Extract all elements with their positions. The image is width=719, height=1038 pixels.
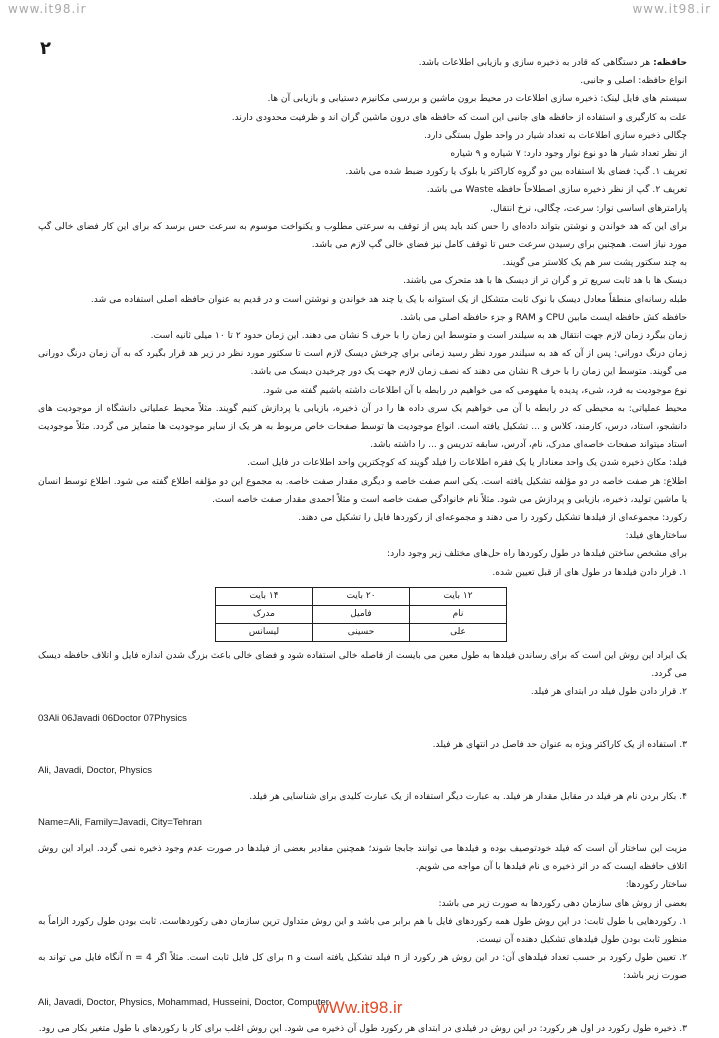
paragraph <box>38 876 687 894</box>
table-cell: مدرک <box>216 605 313 623</box>
table-cell: نام <box>410 605 507 623</box>
fixed-length-table <box>215 587 507 642</box>
paragraph <box>38 564 687 582</box>
footer-website: wWw.it98.ir <box>316 998 403 1017</box>
paragraph-text: زمان بیگرد زمان لازم جهت انتقال هد به سیلندر است و متوسط این زمان را با حرف S نشان می دهند. این زمان حدود ۲ تا ۱۰ میلی ثانیه است. <box>150 331 687 342</box>
paragraph-text: به چند سکتور پشت سر هم یک کلاستر می گویند. <box>502 258 687 269</box>
table-cell: لیسانس <box>216 623 313 641</box>
paragraph <box>38 72 687 90</box>
paragraph <box>38 254 687 272</box>
paragraph-text: نوع موجودیت به فرد، شیء، پدیده یا مفهومی که می خواهیم در رابطه با آن اطلاعات داشته باشیم گفته می شود. <box>262 385 687 396</box>
paragraph-text: ۲. تعیین طول رکورد بر حسب تعداد فیلدهای آن: در این روش هر رکورد از n فیلد تشکیل یافته است و n برای کل فایل ثابت است. مثلاً اگر n = 4 آنگاه فایل می تواند به صورت زیر باشد: <box>38 953 687 982</box>
paragraph <box>38 345 687 381</box>
paragraph-text: فیلد: مکان ذخیره شدن یک واحد معنادار یا یک فقره اطلاعات را فیلد گویند که کوچکترین واحد اطلاعات در فایل است. <box>247 458 687 469</box>
paragraph <box>38 291 687 309</box>
watermark-top-right: www.it98.ir <box>632 2 711 16</box>
paragraph <box>38 200 687 218</box>
paragraph <box>38 840 687 876</box>
paragraph-text: علت به کارگیری و استفاده از حافظه های جانبی این است که حافظه های درون ماشین گران اند و ظرفیت محدودی دارند. <box>231 112 687 123</box>
table-header-cell: ۱۴ بایت <box>216 587 313 605</box>
paragraph-text: یک ایراد این روش این است که برای رساندن فیلدها به طول معین می بایست از فاصله خالی استفاده شود و فضای خالی باعث بزرگ شدن اندازه فایل و اتلاف حافظه دیسک می گردد. <box>38 650 687 680</box>
document-body <box>38 54 687 1038</box>
paragraph <box>38 127 687 145</box>
paragraph <box>38 895 687 913</box>
paragraph-group-5 <box>38 840 687 986</box>
paragraph-text: محیط عملیاتی: به محیطی که در رابطه با آن می خواهیم یک سری داده ها را در آن ذخیره، بازیابی یا پردازش کنیم گویند. مثلاً محیط عملیاتی دانشگاه از موجودیت های دانشجو، استاد، درس، کارمند، کلاس و ... تشکیل یافته است. انواع موجودیت ها توسط صفحات خاص مربوط به هر یک از سایر موجودیت ها متمایز می گردد. مثلاً موجودیت استاد میتواند صفحات خاصه‌ای مدرک، نام، آدرس، سابقه تدریس و ... را داشته باشد. <box>38 403 687 451</box>
paragraph-text: رکورد: مجموعه‌ای از فیلدها تشکیل رکورد را می دهند و مجموعه‌ای از رکوردها فایل را تشکیل می دهند. <box>298 513 687 524</box>
paragraph <box>38 454 687 472</box>
paragraph <box>38 109 687 127</box>
table-cell: علی <box>410 623 507 641</box>
paragraph <box>38 949 687 985</box>
paragraph <box>38 327 687 345</box>
example-length-prefixed: 03Ali 06Javadi 06Doctor 07Physics <box>38 712 187 724</box>
table-row <box>216 605 507 623</box>
paragraph-text: ۲. قرار دادن طول فیلد در ابتدای هر فیلد. <box>530 687 687 698</box>
paragraph <box>38 218 687 254</box>
table-row <box>216 623 507 641</box>
paragraph-text: اطلاع: هر صفت خاصه در دو مؤلفه تشکیل یافته است. یکی اسم صفت خاصه و دیگری مقدار صفت خاصه. به مجموع این دو مؤلفه اطلاع گفته می شود. اطلاع توسط انسان یا ماشین تولید، ذخیره، بازیابی و پردازش می شود. مثلاً نام خانوادگی صفت خاصه است و مثلاً احمدی مقدار صفت خاصه است. <box>38 476 687 505</box>
paragraph <box>38 90 687 108</box>
table-header-cell: ۲۰ بایت <box>313 587 410 605</box>
table-header-row <box>216 587 507 605</box>
paragraph-text: برای مشخص ساختن فیلدها در طول رکوردها راه حل‌های مختلف زیر وجود دارد: <box>387 549 687 560</box>
paragraph-text: طبله رسانه‌ای منطقاً معادل دیسک با نوک ثابت متشکل از یک استوانه با یک یا چند هد خواندن و نوشتن است و در قدیم به عنوان حافظه اصلی استفاده می شد. <box>90 294 687 305</box>
paragraph-text: چگالی ذخیره سازی اطلاعات به تعداد شیار در واحد طول بستگی دارد. <box>424 130 687 141</box>
paragraph-text: هر دستگاهی که قادر به ذخیره سازی و بازیابی اطلاعات باشد. <box>418 58 654 68</box>
example-fixed-fields: Ali, Javadi, Doctor, Physics, Mohammad, Husseini, Doctor, Computer <box>38 996 329 1008</box>
paragraph-text: پارامترهای اساسی نوار: سرعت، چگالی، نرخ انتقال. <box>490 203 687 214</box>
paragraph-text: حافظه کش حافظه ایست مابین CPU و RAM و جزء حافظه اصلی می باشد. <box>400 312 687 323</box>
paragraph-group-1 <box>38 54 687 582</box>
table-cell: فامیل <box>313 605 410 623</box>
paragraph-text: تعریف ۱. گپ: فضای بلا استفاده بین دو گروه کاراکتر یا بلوک یا رکورد ضبط شده می باشد. <box>345 167 687 178</box>
table-cell: حسینی <box>313 623 410 641</box>
table-header-cell: ۱۲ بایت <box>410 587 507 605</box>
paragraph <box>38 163 687 181</box>
paragraph <box>38 309 687 327</box>
paragraph-text: بعضی از روش های سازمان دهی رکوردها به صورت زیر می باشد: <box>438 898 687 909</box>
paragraph-text: مزیت این ساختار آن است که فیلد خودتوصیف بوده و فیلدها می توانند جابجا شوند؛ همچنین مقادیر بعضی از فیلدها در صورت عدم وجود ذخیره نمی گردد. ایراد این روش اتلاف حافظه ایست که در اثر ذخیره ی نام فیلدها با آن مواجه می شویم. <box>38 843 687 873</box>
paragraph-text: ۱. رکوردهایی با طول ثابت: در این روش طول همه رکوردهای فایل با هم برابر می باشد و این روش متداول ترین سازمان دهی رکوردهاست. ثابت بودن طول رکورد الزاماً به منظور ثابت بودن طول فیلدهای تشکیل دهنده آن نیست. <box>38 916 687 945</box>
paragraph <box>38 509 687 527</box>
paragraph-group-2 <box>38 647 687 702</box>
paragraph-text: ساختارهای فیلد: <box>625 531 687 542</box>
paragraph <box>38 145 687 163</box>
paragraph-text: ۱. قرار دادن فیلدها در طول های از قبل تعیین شده. <box>492 567 687 578</box>
paragraph: ۳. ذخیره طول رکورد در اول هر رکورد: در این روش در فیلدی در ابتدای هر رکورد طول آن ذخیره می شود. این روش اغلب برای کار با رکوردهای با طول متغیر بکار می رود. <box>38 1023 687 1034</box>
paragraph <box>38 913 687 949</box>
paragraph-text: سیستم های فایل لینک: ذخیره سازی اطلاعات در محیط برون ماشین و بررسی مکانیزم دستیابی و بازیابی آن ها. <box>267 94 687 105</box>
page-number: ۲ <box>40 38 51 59</box>
paragraph <box>38 382 687 400</box>
example-keyword: Name=Ali, Family=Javadi, City=Tehran <box>38 816 202 828</box>
paragraph <box>38 683 687 701</box>
paragraph <box>38 473 687 509</box>
paragraph <box>38 647 687 683</box>
paragraph-text: انواع حافظه: اصلی و جانبی. <box>580 76 687 87</box>
paragraph <box>38 545 687 563</box>
paragraph-text: تعریف ۲. گپ از نظر ذخیره سازی اصطلاحاً حافظه Waste می باشد. <box>426 185 687 196</box>
paragraph <box>38 54 687 72</box>
paragraph <box>38 400 687 455</box>
paragraph-text: برای این که هد خواندن و نوشتن بتواند داده‌ای را حس کند باید پس از توقف به سرعتی مطلوب و یکنواخت موسوم به سرعت حس برسد که برای این کار فضای خالی گپ مورد نیاز است. همچنین برای رسیدن سرعت حس تا توقف کامل نیز فضای خالی گپ لازم می باشد. <box>38 221 687 251</box>
watermark-top-left: www.it98.ir <box>8 2 87 16</box>
paragraph-text: ساختار رکوردها: <box>625 880 687 891</box>
example-delimited: Ali, Javadi, Doctor, Physics <box>38 764 153 776</box>
paragraph-text: از نظر تعداد شیار ها دو نوع نوار وجود دارد: ۷ شیاره و ۹ شیاره <box>450 149 687 160</box>
paragraph <box>38 181 687 199</box>
paragraph: ۳. استفاده از یک کاراکتر ویژه به عنوان حد فاصل در انتهای هر فیلد. <box>432 739 687 750</box>
paragraph <box>38 527 687 545</box>
term-label: حافظه: <box>653 58 687 68</box>
paragraph <box>38 272 687 290</box>
paragraph: ۴. بکار بردن نام هر فیلد در مقابل مقدار هر فیلد. به عبارت دیگر استفاده از یک عبارت کلیدی برای شناسایی هر فیلد. <box>249 791 687 802</box>
paragraph-text: دیسک ها با هد ثابت سریع تر و گران تر از دیسک ها با هد متحرک می باشند. <box>403 276 687 287</box>
paragraph-text: زمان درنگ دورانی: پس از آن که هد به سیلندر مورد نظر رسید زمانی برای چرخش دیسک لازم است تا سکتور مورد نظر در زیر هد قرار بگیرد که به آن زمان درنگ دورانی می گویند. متوسط این زمان را با حرف R نشان می دهند که نصف زمان لازم جهت یک دور چرخیدن دیسک می باشد. <box>38 349 687 378</box>
